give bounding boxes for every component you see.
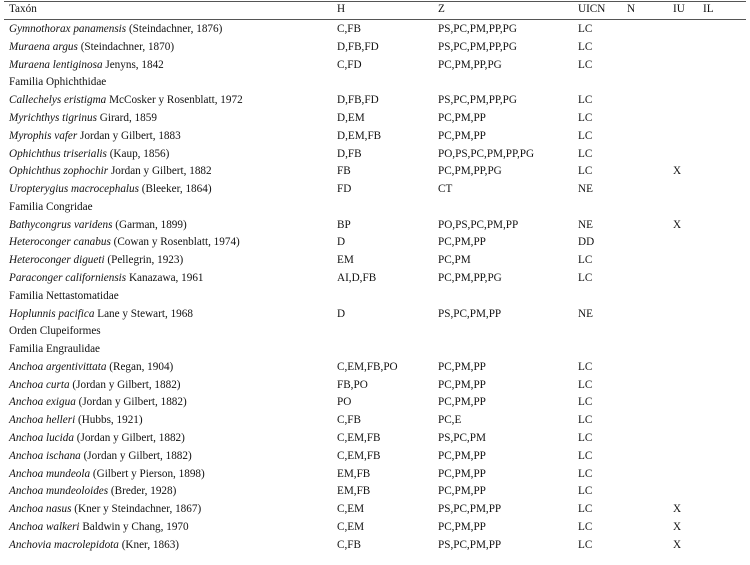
zone-cell: PS,PC,PM,PP,PG [438, 40, 517, 53]
uicn-cell: LC [578, 414, 593, 427]
zone-cell: PC,PM,PP,PG [438, 165, 502, 178]
zone-cell: PS,PC,PM [438, 431, 486, 444]
zone-cell: PC,PM,PP [438, 396, 486, 409]
species-author: Jenyns, 1842 [102, 58, 164, 71]
taxon-cell [9, 394, 187, 411]
habitat-cell: D [337, 307, 346, 320]
species-author: McCosker y Rosenblatt, 1972 [106, 94, 243, 107]
taxon-cell [9, 110, 157, 127]
habitat-cell: C,EM [337, 503, 365, 516]
zone-cell: CT [438, 183, 453, 195]
uicn-cell: LC [578, 396, 593, 409]
habitat-cell: BP [337, 218, 351, 231]
uicn-cell: LC [578, 165, 593, 178]
taxon-cell [9, 217, 187, 234]
uicn-cell: NE [578, 307, 593, 320]
taxon-cell [9, 537, 179, 554]
species-name: Muraena lentiginosa [9, 58, 103, 71]
species-row [0, 430, 750, 447]
species-author: (Steindachner, 1876) [126, 23, 223, 35]
habitat-cell: EM,FB [337, 467, 371, 480]
species-row [0, 270, 750, 287]
uicn-cell: LC [578, 378, 593, 391]
habitat-cell: C,EM,FB [337, 449, 381, 462]
taxon-cell [9, 377, 181, 394]
taxon-cell [9, 234, 240, 251]
taxon-cell [9, 128, 181, 145]
taxon-cell [9, 448, 192, 465]
species-row [0, 359, 750, 376]
species-row [0, 181, 750, 198]
taxon-group-row [0, 341, 750, 358]
taxon-cell [9, 359, 173, 376]
species-author: Lane y Stewart, 1968 [94, 307, 193, 320]
habitat-cell: D,EM [337, 111, 365, 124]
column-header-il: IL [703, 3, 714, 15]
taxon-cell [9, 146, 169, 163]
zone-cell: PC,PM,PP,PG [438, 271, 502, 284]
species-name: Gymnothorax panamensis [9, 23, 127, 35]
iu-cell: X [673, 218, 682, 231]
zone-cell: PC,PM,PP [438, 520, 486, 533]
species-name: Ophichthus zophochir [9, 165, 109, 178]
taxon-cell [9, 252, 183, 269]
species-name: Callechelys eristigma [9, 94, 107, 107]
taxon-group-label: Familia Ophichthidae [9, 76, 107, 89]
taxon-group-row [0, 199, 750, 216]
species-author: (Gilbert y Pierson, 1898) [90, 467, 205, 480]
species-name: Myrichthys tigrinus [9, 111, 97, 124]
taxon-cell [9, 466, 205, 483]
habitat-cell: EM,FB [337, 485, 371, 498]
habitat-cell: EM [337, 254, 354, 267]
species-author: (Jordan y Gilbert, 1882) [73, 431, 185, 444]
habitat-cell: C,FB [337, 538, 361, 551]
species-row [0, 234, 750, 251]
species-row [0, 537, 750, 554]
habitat-cell: AI,D,FB [337, 271, 377, 284]
uicn-cell: LC [578, 40, 593, 53]
habitat-cell: C,FB [337, 23, 361, 35]
zone-cell: PC,PM,PP [438, 485, 486, 498]
species-name: Heteroconger canabus [9, 236, 111, 249]
species-author: (Hubbs, 1921) [75, 414, 143, 427]
species-row [0, 110, 750, 127]
zone-cell: PC,PM,PP [438, 449, 486, 462]
iu-cell: X [673, 538, 682, 551]
taxon-cell [9, 21, 222, 38]
habitat-cell: C,FD [337, 58, 362, 71]
species-row [0, 412, 750, 429]
uicn-cell: LC [578, 520, 593, 533]
species-author: (Bleeker, 1864) [138, 183, 212, 195]
habitat-cell: C,EM,FB [337, 431, 381, 444]
uicn-cell: LC [578, 111, 593, 124]
column-header-h: H [337, 3, 346, 15]
habitat-cell: PO [337, 396, 352, 409]
species-name: Ophichthus triserialis [9, 147, 107, 160]
species-author: Jordan y Gilbert, 1882 [108, 165, 212, 178]
zone-cell: PC,PM,PP [438, 467, 486, 480]
uicn-cell: DD [578, 236, 595, 249]
column-header-taxon: Taxón [9, 3, 37, 15]
zone-cell: PC,PM,PP [438, 360, 486, 373]
species-author: (Regan, 1904) [106, 360, 174, 373]
taxon-cell [9, 519, 189, 536]
species-name: Anchoa exigua [9, 396, 76, 409]
species-author: Jordan y Gilbert, 1883 [77, 129, 181, 142]
species-author: (Breder, 1928) [108, 485, 177, 498]
taxon-cell [9, 92, 243, 109]
taxon-cell [9, 306, 193, 323]
species-name: Anchoa helleri [9, 414, 76, 427]
uicn-cell: LC [578, 271, 593, 284]
iu-cell: X [673, 165, 682, 178]
species-name: Uropterygius macrocephalus [9, 183, 139, 195]
zone-cell: PC,PM,PP [438, 236, 486, 249]
species-name: Heteroconger digueti [9, 254, 105, 267]
species-row [0, 501, 750, 518]
taxon-cell [9, 412, 143, 429]
taxon-group-row [0, 74, 750, 91]
species-author: (Steindachner, 1870) [77, 40, 175, 53]
uicn-cell: NE [578, 183, 593, 195]
taxon-group-label: Familia Congridae [9, 200, 93, 213]
species-row [0, 306, 750, 323]
species-row [0, 39, 750, 56]
column-header-iu: IU [673, 3, 685, 15]
taxon-group-label: Familia Engraulidae [9, 343, 101, 355]
species-row [0, 466, 750, 483]
species-name: Anchoa curta [9, 378, 70, 391]
uicn-cell: LC [578, 449, 593, 462]
species-author: (Kaup, 1856) [106, 147, 170, 160]
species-row [0, 57, 750, 74]
species-row [0, 217, 750, 234]
taxon-cell [9, 39, 174, 56]
zone-cell: PS,PC,PM,PP,PG [438, 94, 517, 107]
taxon-cell [9, 181, 212, 198]
species-row [0, 146, 750, 163]
iu-cell: X [673, 503, 682, 516]
uicn-cell: LC [578, 58, 593, 71]
species-name: Muraena argus [9, 40, 78, 53]
zone-cell: PC,PM,PP,PG [438, 58, 502, 71]
habitat-cell: FB,PO [337, 378, 368, 391]
zone-cell: PO,PS,PC,PM,PP [438, 218, 519, 231]
column-header-z: Z [438, 3, 445, 15]
species-author: (Garman, 1899) [112, 218, 187, 231]
taxon-cell [9, 57, 164, 74]
taxon-group-label: Familia Nettastomatidae [9, 289, 119, 302]
uicn-cell: LC [578, 538, 593, 551]
species-author: (Jordan y Gilbert, 1882) [69, 378, 181, 391]
species-author: Girard, 1859 [96, 111, 157, 124]
taxon-group-row [0, 323, 750, 340]
species-name: Anchoa lucida [9, 431, 74, 444]
species-name: Bathycongrus varidens [9, 218, 113, 231]
species-row [0, 377, 750, 394]
table-header-row [0, 1, 750, 18]
uicn-cell: NE [578, 218, 593, 231]
zone-cell: PC,PM,PP [438, 378, 486, 391]
uicn-cell: LC [578, 431, 593, 444]
habitat-cell: FB [337, 165, 351, 178]
species-row [0, 519, 750, 536]
taxon-group-row [0, 288, 750, 305]
taxon-cell [9, 430, 185, 447]
taxon-group-label: Orden Clupeiformes [9, 325, 101, 338]
species-name: Paraconger californiensis [9, 271, 127, 284]
species-author: (Pellegrin, 1923) [104, 254, 184, 267]
species-name: Anchoa mundeoloides [9, 485, 109, 498]
uicn-cell: LC [578, 23, 593, 35]
species-name: Anchoa mundeola [9, 467, 91, 480]
uicn-cell: LC [578, 485, 593, 498]
species-author: Kanazawa, 1961 [126, 271, 204, 284]
species-row [0, 448, 750, 465]
habitat-cell: C,EM,FB,PO [337, 360, 398, 373]
zone-cell: PC,E [438, 414, 462, 427]
taxon-cell [9, 270, 204, 287]
habitat-cell: D,FB [337, 147, 362, 160]
iu-cell: X [673, 520, 682, 533]
zone-cell: PO,PS,PC,PM,PP,PG [438, 147, 535, 160]
zone-cell: PS,PC,PM,PP [438, 307, 502, 320]
zone-cell: PC,PM,PP [438, 111, 486, 124]
uicn-cell: LC [578, 147, 593, 160]
species-row [0, 163, 750, 180]
taxon-cell [9, 501, 201, 518]
species-name: Myrophis vafer [9, 129, 78, 142]
species-author: (Jordan y Gilbert, 1882) [80, 449, 192, 462]
species-row [0, 92, 750, 109]
habitat-cell: C,FB [337, 414, 361, 427]
species-author: (Cowan y Rosenblatt, 1974) [110, 236, 240, 249]
habitat-cell: D,EM,FB [337, 129, 382, 142]
zone-cell: PC,PM,PP [438, 129, 486, 142]
species-row [0, 394, 750, 411]
zone-cell: PS,PC,PM,PP [438, 538, 502, 551]
species-row [0, 252, 750, 269]
zone-cell: PS,PC,PM,PP [438, 503, 502, 516]
zone-cell: PC,PM [438, 254, 471, 267]
species-name: Anchoa nasus [9, 503, 72, 516]
species-author: (Kner, 1863) [118, 538, 180, 551]
species-name: Anchovia macrolepidota [9, 538, 119, 551]
habitat-cell: FD [337, 183, 352, 195]
habitat-cell: D [337, 236, 346, 249]
species-name: Anchoa walkeri [9, 520, 80, 533]
zone-cell: PS,PC,PM,PP,PG [438, 23, 517, 35]
column-header-uicn: UICN [578, 3, 606, 15]
uicn-cell: LC [578, 94, 593, 107]
species-row [0, 128, 750, 145]
species-name: Hoplunnis pacifica [9, 307, 95, 320]
header-divider [4, 19, 746, 20]
column-header-n: N [627, 3, 636, 15]
species-author: (Jordan y Gilbert, 1882) [75, 396, 187, 409]
uicn-cell: LC [578, 254, 593, 267]
uicn-cell: LC [578, 129, 593, 142]
species-author: Baldwin y Chang, 1970 [79, 520, 189, 533]
taxon-cell [9, 163, 212, 180]
uicn-cell: LC [578, 503, 593, 516]
uicn-cell: LC [578, 467, 593, 480]
species-row [0, 21, 750, 38]
species-name: Anchoa argentivittata [9, 360, 107, 373]
uicn-cell: LC [578, 360, 593, 373]
taxon-cell [9, 483, 176, 500]
species-row [0, 483, 750, 500]
habitat-cell: D,FB,FD [337, 40, 379, 53]
habitat-cell: D,FB,FD [337, 94, 379, 107]
habitat-cell: C,EM [337, 520, 365, 533]
species-author: (Kner y Steindachner, 1867) [71, 503, 202, 516]
species-name: Anchoa ischana [9, 449, 81, 462]
